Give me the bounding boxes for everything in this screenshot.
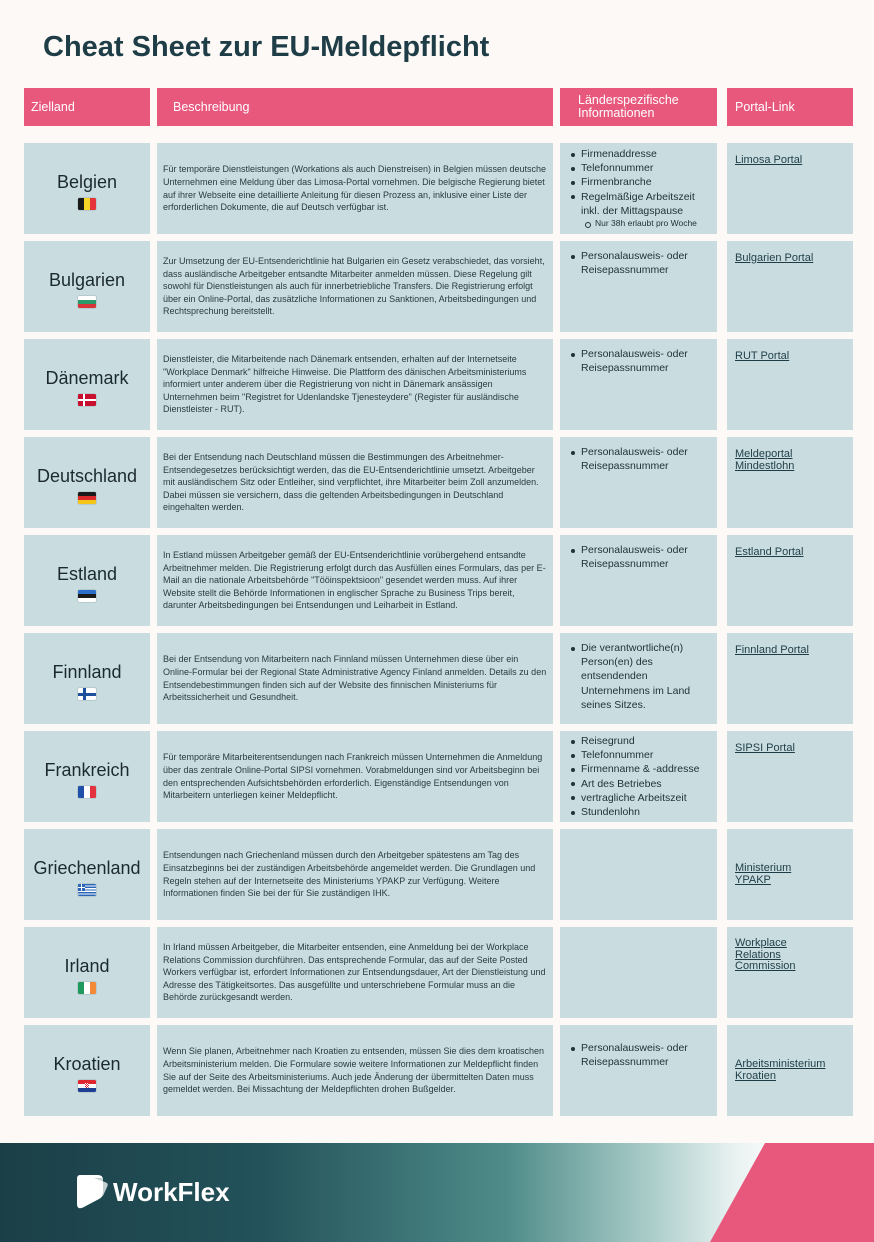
info-list — [581, 641, 713, 712]
portal-link-cell — [727, 241, 853, 332]
ireland-flag-icon — [78, 982, 96, 994]
germany-flag-icon — [78, 492, 96, 504]
country-cell — [24, 731, 150, 822]
info-cell — [560, 241, 717, 332]
info-item: Personalausweis- oder Reisepassnummer — [581, 249, 713, 277]
description-text: Zur Umsetzung der EU-Entsenderichtlinie hat Bulgarien ein Gesetz verabschiedet, das vorsieht, dass ausländische Arbeitgeber entsandte Mitarbeiter anmelden müssen. Diese Regelung gilt sowohl für Dienstleistungen als auch für innerbetriebliche Transfers. Die Registrierung erfolgt über ein Online-Portal, das zusätzliche Informationen zu Sanktionen, Arbeitsbedingungen und Rechtsprechung bereitstellt. — [163, 256, 545, 317]
description-cell — [157, 143, 553, 234]
portal-link[interactable]: Workplace Relations Commission — [735, 937, 796, 973]
header-label: Beschreibung — [173, 99, 250, 114]
table-row — [24, 927, 853, 1018]
table-row — [24, 437, 853, 528]
portal-link[interactable]: Estland Portal — [735, 546, 804, 558]
table-row — [24, 241, 853, 332]
table-header — [24, 88, 853, 126]
header-label: Länderspezifische Informationen — [578, 93, 679, 120]
info-cell — [560, 633, 717, 724]
table-row — [24, 339, 853, 430]
description-cell — [157, 927, 553, 1018]
workflex-logo-icon — [73, 1174, 109, 1209]
description-cell — [157, 633, 553, 724]
header-zielland — [24, 88, 150, 126]
info-item: Personalausweis- oder Reisepassnummer — [581, 347, 713, 375]
description-text: Wenn Sie planen, Arbeitnehmer nach Kroatien zu entsenden, müssen Sie dies dem kroatischen Arbeitsministerium melden. Die Formulare sowie weitere Informationen zur Meldepflicht finden Sie auf der Seite des Arbeitsministeriums. Auch jede Änderung der übermittelten Daten muss gemeldet werden. Bei Missachtung der Meldepflichten drohen Bußgelder. — [163, 1046, 545, 1095]
brand-name: WorkFlex — [113, 1176, 230, 1207]
info-item: Firmenname & -addresse — [581, 762, 713, 776]
country-cell — [24, 535, 150, 626]
table-row — [24, 535, 853, 626]
info-cell — [560, 437, 717, 528]
header-label: Zielland — [31, 99, 75, 114]
country-cell — [24, 241, 150, 332]
country-name: Frankreich — [44, 760, 130, 780]
description-text: In Estland müssen Arbeitgeber gemäß der EU-Entsenderichtlinie vorübergehend entsandte Arbeitnehmer melden. Die Registrierung erfolgt durch das Ausfüllen eines Formulars, das per E-Mail an die nationale Arbeitsbehörde "Tööinspektsioon" gesendet werden muss. Auf ihrer Website stellt die Behörde Informationen in englischer Sprache zu Business Trips bereit, darunter Arbeitsbedingungen bei Entsendungen und Leiharbeit in Estland. — [163, 550, 546, 611]
info-list — [581, 347, 713, 375]
portal-link-cell — [727, 339, 853, 430]
info-cell — [560, 535, 717, 626]
portal-link[interactable]: Arbeitsministerium Kroatien — [735, 1057, 826, 1082]
country-name: Griechenland — [33, 858, 141, 878]
info-cell — [560, 731, 717, 822]
country-name: Estland — [56, 564, 118, 584]
table-body — [24, 143, 853, 1116]
table-row — [24, 1025, 853, 1116]
bulgaria-flag-icon — [78, 296, 96, 308]
country-cell — [24, 927, 150, 1018]
country-name: Bulgarien — [48, 270, 126, 290]
description-cell — [157, 339, 553, 430]
description-cell — [157, 731, 553, 822]
country-cell — [24, 437, 150, 528]
table-row — [24, 633, 853, 724]
info-list — [581, 249, 713, 277]
info-item: Regelmäßige Arbeitszeit inkl. der Mittagspause — [581, 190, 713, 218]
portal-link-cell — [727, 731, 853, 822]
info-item: Firmenbranche — [581, 175, 713, 189]
workflex-logo — [73, 1174, 230, 1209]
info-list — [581, 543, 713, 571]
header-label: Portal-Link — [735, 99, 795, 114]
description-text: Dienstleister, die Mitarbeitende nach Dänemark entsenden, erhalten auf der Internetseite "Workplace Denmark" hilfreiche Hinweise. Die Plattform des dänischen Arbeitsministeriums informiert unter anderem über die Registrierung von nicht in Dänemark ansässigen Unternehmen beim "Registret for Udenlandske Tjenesteydere" (Register für ausländische Dienstleister - RUT). — [163, 354, 527, 415]
country-name: Deutschland — [36, 466, 138, 486]
description-text: Für temporäre Mitarbeiterentsendungen nach Frankreich müssen Unternehmen die Anmeldung über das zentrale Online-Portal SIPSI vornehmen. Vorabmeldungen sind vor Arbeitsbeginn bei den entsprechenden Aufsichtsbehörden erforderlich. Eigenständige Entsendungen von Mitarbeitern unterliegen keiner Meldepflicht. — [163, 752, 543, 801]
info-item: Stundenlohn — [581, 805, 713, 819]
portal-link[interactable]: Meldeportal Mindestlohn — [735, 448, 795, 472]
info-item: Firmenaddresse — [581, 147, 713, 161]
portal-link[interactable]: Limosa Portal — [735, 154, 803, 166]
portal-link-cell — [727, 143, 853, 234]
info-item: vertragliche Arbeitszeit — [581, 791, 713, 805]
info-item: Personalausweis- oder Reisepassnummer — [581, 445, 713, 473]
portal-link-cell — [727, 437, 853, 528]
header-laenderspezifische-informationen — [560, 88, 717, 126]
denmark-flag-icon — [78, 394, 96, 406]
country-cell — [24, 143, 150, 234]
description-text: Bei der Entsendung von Mitarbeitern nach Finnland müssen Unternehmen diese über ein Online-Formular bei der Regional State Administrative Agency Finland anmelden. Details zu den Entsendebestimmungen finden sich auf der Website des finnischen Ministeriums für Arbeitssicherheit und Gesundheit. — [163, 654, 547, 703]
greece-flag-icon — [78, 884, 96, 896]
portal-link-cell — [727, 535, 853, 626]
france-flag-icon — [78, 786, 96, 798]
description-text: Entsendungen nach Griechenland müssen durch den Arbeitgeber spätestens am Tag des Einsatzbeginns bei der zuständigen Arbeitsbehörde angemeldet werden. Die Grundlagen und Regeln stehen auf der Internetseite des Ministeriums YPAKP zur Verfügung. Weitere Informationen finden Sie bei der für Sie zuständigen IHK. — [163, 850, 536, 899]
info-cell — [560, 1025, 717, 1116]
portal-link[interactable]: SIPSI Portal — [735, 742, 795, 754]
header-beschreibung — [157, 88, 553, 126]
info-list — [581, 1041, 713, 1069]
country-name: Kroatien — [53, 1054, 121, 1074]
description-cell — [157, 829, 553, 920]
info-item: Personalausweis- oder Reisepassnummer — [581, 543, 713, 571]
info-cell — [560, 927, 717, 1018]
table-row — [24, 143, 853, 234]
description-text: Für temporäre Dienstleistungen (Workations als auch Dienstreisen) in Belgien müssen deutsche Unternehmen eine Meldung über das Limosa-Portal vornehmen. Die belgische Regierung bietet auf ihrer Webseite eine detaillierte Anleitung für diesen Prozess an, inklusive einer Liste der erforderlichen Dokumente, die auf Deutsch verfügbar ist. — [163, 164, 547, 213]
info-item: Reisegrund — [581, 734, 713, 748]
info-subitem: Nur 38h erlaubt pro Woche — [581, 218, 713, 229]
belgium-flag-icon — [78, 198, 96, 210]
info-list — [581, 147, 713, 229]
country-name: Irland — [64, 956, 110, 976]
country-name: Finnland — [52, 662, 122, 682]
description-text: In Irland müssen Arbeitgeber, die Mitarbeiter entsenden, eine Anmeldung bei der Workplace Relations Commission durchführen. Das entsprechende Formular, das auf der Seite Posted Workers verfügbar ist, erfordert Informationen zur Entsendungsdauer, Art der Dienstleistung und Adresse des Tätigkeitsortes. Das ausgefüllte und unterschriebene Formular muss an die Behörde zurückgesandt werden. — [163, 942, 546, 1003]
info-list — [581, 734, 713, 819]
country-cell — [24, 1025, 150, 1116]
portal-link-cell — [727, 829, 853, 920]
description-cell — [157, 1025, 553, 1116]
country-cell — [24, 339, 150, 430]
table-row — [24, 829, 853, 920]
portal-link[interactable]: Finnland Portal — [735, 644, 809, 656]
country-name: Belgien — [56, 172, 118, 192]
info-item: Telefonnummer — [581, 161, 713, 175]
header-portal-link — [727, 88, 853, 126]
info-cell — [560, 339, 717, 430]
portal-link[interactable]: Ministerium YPAKP — [735, 861, 792, 886]
table-row — [24, 731, 853, 822]
info-item: Art des Betriebes — [581, 777, 713, 791]
description-text: Bei der Entsendung nach Deutschland müssen die Bestimmungen des Arbeitnehmer-Entsendegesetzes berücksichtigt werden, das die EU-Entsenderichtlinie umsetzt. Arbeitgeber mit ausländischem Sitz oder Entleiher, sind verpflichtet, ihre Mitarbeiter beim Zoll anzumelden. Dabei müssen sie versichern, dass die geltenden Arbeitsbedingungen in Deutschland eingehalten werden. — [163, 452, 539, 513]
info-item: Personalausweis- oder Reisepassnummer — [581, 1041, 713, 1069]
description-cell — [157, 437, 553, 528]
country-cell — [24, 829, 150, 920]
page-title: Cheat Sheet zur EU-Meldepflicht — [43, 31, 490, 63]
croatia-flag-icon — [78, 1080, 96, 1092]
description-cell — [157, 535, 553, 626]
estonia-flag-icon — [78, 590, 96, 602]
info-item: Die verantwortliche(n) Person(en) des entsendenden Unternehmens im Land seines Sitzes. — [581, 641, 713, 712]
finland-flag-icon — [78, 688, 96, 700]
info-list — [581, 445, 713, 473]
portal-link[interactable]: Bulgarien Portal — [735, 252, 814, 264]
portal-link-cell — [727, 1025, 853, 1116]
info-cell — [560, 829, 717, 920]
country-name: Dänemark — [45, 368, 129, 388]
footer-banner — [0, 1143, 874, 1242]
info-item: Telefonnummer — [581, 748, 713, 762]
portal-link-cell — [727, 633, 853, 724]
portal-link[interactable]: RUT Portal — [735, 350, 790, 362]
description-cell — [157, 241, 553, 332]
country-cell — [24, 633, 150, 724]
portal-link-cell — [727, 927, 853, 1018]
info-cell — [560, 143, 717, 234]
